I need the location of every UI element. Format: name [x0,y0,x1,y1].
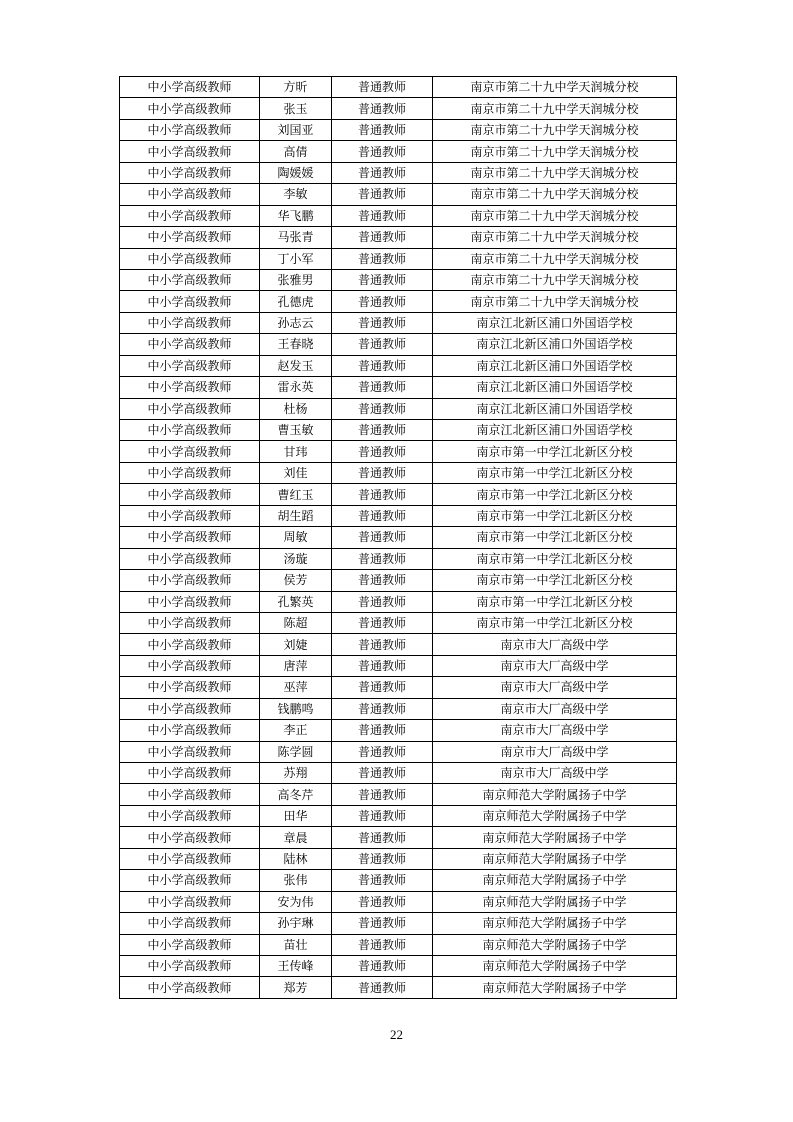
table-row [120,848,677,869]
school-cell: 南京市大厂高级中学 [433,677,677,698]
title-cell: 中小学高级教师 [120,291,260,312]
school-cell: 南京师范大学附属扬子中学 [433,870,677,891]
name-cell: 张伟 [260,870,332,891]
position-cell: 普通教师 [332,505,433,526]
school-cell: 南京市第二十九中学天润城分校 [433,269,677,290]
title-cell: 中小学高级教师 [120,913,260,934]
position-cell: 普通教师 [332,248,433,269]
position-cell: 普通教师 [332,977,433,998]
position-cell: 普通教师 [332,934,433,955]
name-cell: 胡生蹈 [260,505,332,526]
name-cell: 苗壮 [260,934,332,955]
position-cell: 普通教师 [332,677,433,698]
school-cell: 南京市大厂高级中学 [433,741,677,762]
title-cell: 中小学高级教师 [120,570,260,591]
table-row [120,334,677,355]
table-row [120,870,677,891]
position-cell: 普通教师 [332,484,433,505]
position-cell: 普通教师 [332,527,433,548]
title-cell: 中小学高级教师 [120,184,260,205]
table-row [120,655,677,676]
school-cell: 南京师范大学附属扬子中学 [433,934,677,955]
title-cell: 中小学高级教师 [120,484,260,505]
school-cell: 南京市第二十九中学天润城分校 [433,184,677,205]
school-cell: 南京市第二十九中学天润城分校 [433,141,677,162]
table-row [120,248,677,269]
title-cell: 中小学高级教师 [120,655,260,676]
name-cell: 孔德虎 [260,291,332,312]
school-cell: 南京市第二十九中学天润城分校 [433,291,677,312]
school-cell: 南京市第一中学江北新区分校 [433,612,677,633]
title-cell: 中小学高级教师 [120,591,260,612]
title-cell: 中小学高级教师 [120,527,260,548]
table-row [120,805,677,826]
title-cell: 中小学高级教师 [120,119,260,140]
school-cell: 南京江北新区浦口外国语学校 [433,377,677,398]
school-cell: 南京师范大学附属扬子中学 [433,891,677,912]
table-row [120,377,677,398]
name-cell: 陶媛媛 [260,162,332,183]
school-cell: 南京市第二十九中学天润城分校 [433,98,677,119]
position-cell: 普通教师 [332,334,433,355]
name-cell: 丁小军 [260,248,332,269]
title-cell: 中小学高级教师 [120,398,260,419]
school-cell: 南京市第二十九中学天润城分校 [433,248,677,269]
name-cell: 陈学圆 [260,741,332,762]
table-row [120,162,677,183]
name-cell: 孙宇琳 [260,913,332,934]
school-cell: 南京江北新区浦口外国语学校 [433,420,677,441]
position-cell: 普通教师 [332,205,433,226]
table-row [120,184,677,205]
name-cell: 陈超 [260,612,332,633]
position-cell: 普通教师 [332,398,433,419]
position-cell: 普通教师 [332,698,433,719]
title-cell: 中小学高级教师 [120,227,260,248]
title-cell: 中小学高级教师 [120,955,260,976]
school-cell: 南京市第一中学江北新区分校 [433,462,677,483]
table-row [120,484,677,505]
name-cell: 陆林 [260,848,332,869]
name-cell: 张雅男 [260,269,332,290]
name-cell: 王春晓 [260,334,332,355]
school-cell: 南京市第一中学江北新区分校 [433,548,677,569]
title-cell: 中小学高级教师 [120,548,260,569]
name-cell: 曹玉敏 [260,420,332,441]
position-cell: 普通教师 [332,462,433,483]
name-cell: 杜杨 [260,398,332,419]
name-cell: 李敏 [260,184,332,205]
position-cell: 普通教师 [332,77,433,98]
position-cell: 普通教师 [332,827,433,848]
title-cell: 中小学高级教师 [120,312,260,333]
position-cell: 普通教师 [332,655,433,676]
position-cell: 普通教师 [332,119,433,140]
position-cell: 普通教师 [332,291,433,312]
position-cell: 普通教师 [332,612,433,633]
position-cell: 普通教师 [332,227,433,248]
title-cell: 中小学高级教师 [120,77,260,98]
title-cell: 中小学高级教师 [120,870,260,891]
title-cell: 中小学高级教师 [120,805,260,826]
name-cell: 刘国亚 [260,119,332,140]
school-cell: 南京市第一中学江北新区分校 [433,505,677,526]
school-cell: 南京江北新区浦口外国语学校 [433,398,677,419]
roster-table [119,76,677,999]
position-cell: 普通教师 [332,312,433,333]
name-cell: 章晨 [260,827,332,848]
school-cell: 南京市第二十九中学天润城分校 [433,227,677,248]
name-cell: 安为伟 [260,891,332,912]
table-row [120,720,677,741]
table-row [120,505,677,526]
name-cell: 唐萍 [260,655,332,676]
title-cell: 中小学高级教师 [120,741,260,762]
school-cell: 南京市大厂高级中学 [433,720,677,741]
name-cell: 钱鹏鸣 [260,698,332,719]
position-cell: 普通教师 [332,184,433,205]
school-cell: 南京师范大学附属扬子中学 [433,848,677,869]
name-cell: 刘佳 [260,462,332,483]
school-cell: 南京师范大学附属扬子中学 [433,805,677,826]
roster-table-body [120,77,677,999]
title-cell: 中小学高级教师 [120,462,260,483]
school-cell: 南京师范大学附属扬子中学 [433,784,677,805]
name-cell: 华飞鹏 [260,205,332,226]
title-cell: 中小学高级教师 [120,891,260,912]
position-cell: 普通教师 [332,98,433,119]
title-cell: 中小学高级教师 [120,420,260,441]
title-cell: 中小学高级教师 [120,827,260,848]
name-cell: 郑芳 [260,977,332,998]
name-cell: 雷永英 [260,377,332,398]
name-cell: 刘婕 [260,634,332,655]
position-cell: 普通教师 [332,162,433,183]
name-cell: 曹红玉 [260,484,332,505]
title-cell: 中小学高级教师 [120,612,260,633]
table-row [120,548,677,569]
title-cell: 中小学高级教师 [120,334,260,355]
position-cell: 普通教师 [332,355,433,376]
school-cell: 南京市第一中学江北新区分校 [433,484,677,505]
title-cell: 中小学高级教师 [120,698,260,719]
position-cell: 普通教师 [332,591,433,612]
table-row [120,462,677,483]
position-cell: 普通教师 [332,763,433,784]
school-cell: 南京市第一中学江北新区分校 [433,527,677,548]
school-cell: 南京江北新区浦口外国语学校 [433,355,677,376]
name-cell: 巫萍 [260,677,332,698]
name-cell: 高倩 [260,141,332,162]
school-cell: 南京市第二十九中学天润城分校 [433,205,677,226]
table-row [120,527,677,548]
school-cell: 南京市大厂高级中学 [433,763,677,784]
table-row [120,913,677,934]
title-cell: 中小学高级教师 [120,720,260,741]
position-cell: 普通教师 [332,891,433,912]
name-cell: 高冬芹 [260,784,332,805]
table-row [120,291,677,312]
position-cell: 普通教师 [332,784,433,805]
title-cell: 中小学高级教师 [120,141,260,162]
school-cell: 南京师范大学附属扬子中学 [433,913,677,934]
position-cell: 普通教师 [332,913,433,934]
table-row [120,398,677,419]
school-cell: 南京市第一中学江北新区分校 [433,570,677,591]
table-row [120,741,677,762]
table-row [120,827,677,848]
table-row [120,441,677,462]
name-cell: 周敏 [260,527,332,548]
title-cell: 中小学高级教师 [120,634,260,655]
title-cell: 中小学高级教师 [120,205,260,226]
table-row [120,591,677,612]
title-cell: 中小学高级教师 [120,98,260,119]
title-cell: 中小学高级教师 [120,162,260,183]
title-cell: 中小学高级教师 [120,677,260,698]
name-cell: 甘玮 [260,441,332,462]
table-row [120,784,677,805]
position-cell: 普通教师 [332,720,433,741]
school-cell: 南京师范大学附属扬子中学 [433,977,677,998]
name-cell: 孙志云 [260,312,332,333]
table-row [120,205,677,226]
position-cell: 普通教师 [332,441,433,462]
title-cell: 中小学高级教师 [120,763,260,784]
position-cell: 普通教师 [332,848,433,869]
name-cell: 汤璇 [260,548,332,569]
school-cell: 南京市第一中学江北新区分校 [433,441,677,462]
school-cell: 南京师范大学附属扬子中学 [433,955,677,976]
name-cell: 马张青 [260,227,332,248]
title-cell: 中小学高级教师 [120,269,260,290]
title-cell: 中小学高级教师 [120,248,260,269]
position-cell: 普通教师 [332,377,433,398]
table-row [120,698,677,719]
title-cell: 中小学高级教师 [120,848,260,869]
position-cell: 普通教师 [332,420,433,441]
table-row [120,77,677,98]
table-row [120,420,677,441]
school-cell: 南京市第二十九中学天润城分校 [433,119,677,140]
name-cell: 孔繁英 [260,591,332,612]
position-cell: 普通教师 [332,570,433,591]
title-cell: 中小学高级教师 [120,505,260,526]
school-cell: 南京江北新区浦口外国语学校 [433,334,677,355]
table-row [120,312,677,333]
name-cell: 田华 [260,805,332,826]
school-cell: 南京江北新区浦口外国语学校 [433,312,677,333]
table-row [120,955,677,976]
position-cell: 普通教师 [332,870,433,891]
position-cell: 普通教师 [332,741,433,762]
table-row [120,227,677,248]
table-row [120,977,677,998]
school-cell: 南京市第一中学江北新区分校 [433,591,677,612]
title-cell: 中小学高级教师 [120,377,260,398]
position-cell: 普通教师 [332,269,433,290]
position-cell: 普通教师 [332,805,433,826]
table-row [120,570,677,591]
position-cell: 普通教师 [332,548,433,569]
name-cell: 方昕 [260,77,332,98]
table-row [120,98,677,119]
school-cell: 南京市第二十九中学天润城分校 [433,77,677,98]
school-cell: 南京市第二十九中学天润城分校 [433,162,677,183]
name-cell: 张玉 [260,98,332,119]
name-cell: 赵发玉 [260,355,332,376]
table-row [120,677,677,698]
title-cell: 中小学高级教师 [120,441,260,462]
table-row [120,355,677,376]
title-cell: 中小学高级教师 [120,784,260,805]
name-cell: 王传峰 [260,955,332,976]
table-row [120,269,677,290]
table-row [120,891,677,912]
name-cell: 侯芳 [260,570,332,591]
table-row [120,119,677,140]
table-row [120,763,677,784]
title-cell: 中小学高级教师 [120,977,260,998]
school-cell: 南京市大厂高级中学 [433,698,677,719]
position-cell: 普通教师 [332,141,433,162]
name-cell: 苏翔 [260,763,332,784]
title-cell: 中小学高级教师 [120,355,260,376]
table-row [120,634,677,655]
title-cell: 中小学高级教师 [120,934,260,955]
page-number: 22 [390,1027,403,1042]
school-cell: 南京市大厂高级中学 [433,634,677,655]
name-cell: 李正 [260,720,332,741]
table-row [120,934,677,955]
table-row [120,141,677,162]
school-cell: 南京市大厂高级中学 [433,655,677,676]
position-cell: 普通教师 [332,955,433,976]
position-cell: 普通教师 [332,634,433,655]
table-row [120,612,677,633]
school-cell: 南京师范大学附属扬子中学 [433,827,677,848]
